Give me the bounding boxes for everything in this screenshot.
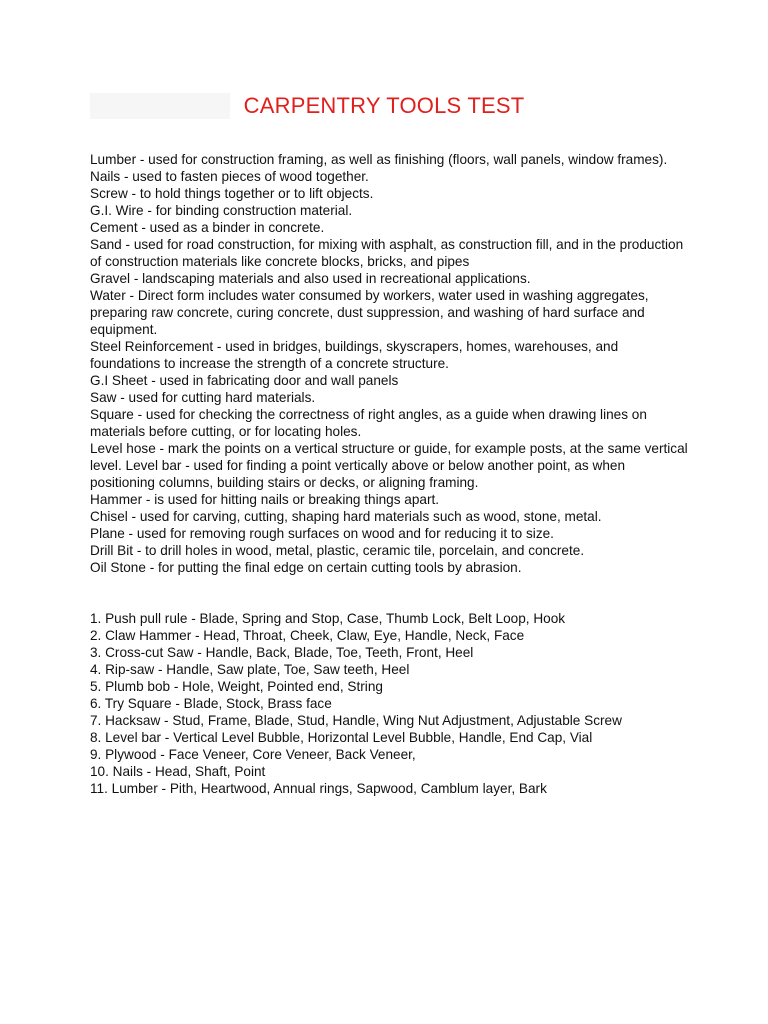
page-title: CARPENTRY TOOLS TEST [243, 93, 525, 118]
definition-item: Hammer - is used for hitting nails or breaking things apart. [90, 492, 440, 507]
parts-item: 9. Plywood - Face Veneer, Core Veneer, Back Veneer, [90, 747, 416, 762]
parts-item: 10. Nails - Head, Shaft, Point [90, 764, 266, 779]
definition-item: Saw - used for cutting hard materials. [90, 390, 316, 405]
definition-item: Oil Stone - for putting the final edge on certain cutting tools by abrasion. [90, 560, 522, 575]
definition-item: Steel Reinforcement - used in bridges, buildings, skyscrapers, homes, warehouses, and foundations to increase the strength of a concrete structure. [90, 339, 619, 371]
tool-parts-list [90, 610, 690, 797]
parts-item: 1. Push pull rule - Blade, Spring and Stop, Case, Thumb Lock, Belt Loop, Hook [90, 611, 566, 626]
parts-item: 5. Plumb bob - Hole, Weight, Pointed end, String [90, 679, 383, 694]
definition-item: Chisel - used for carving, cutting, shaping hard materials such as wood, stone, metal. [90, 509, 602, 524]
definition-item: G.I Sheet - used in fabricating door and wall panels [90, 373, 399, 388]
parts-item: 7. Hacksaw - Stud, Frame, Blade, Stud, Handle, Wing Nut Adjustment, Adjustable Screw [90, 713, 622, 728]
definitions-list [90, 151, 690, 576]
definition-item: Gravel - landscaping materials and also used in recreational applications. [90, 271, 531, 286]
definition-item: G.I. Wire - for binding construction material. [90, 203, 353, 218]
definition-item: Sand - used for road construction, for mixing with asphalt, as construction fill, and in the production of construction materials like concrete blocks, bricks, and pipes [90, 237, 684, 269]
definition-item: Cement - used as a binder in concrete. [90, 220, 325, 235]
definition-item: Square - used for checking the correctness of right angles, as a guide when drawing lines on materials before cutting, or for locating holes. [90, 407, 647, 439]
definition-item: Drill Bit - to drill holes in wood, metal, plastic, ceramic tile, porcelain, and concrete. [90, 543, 585, 558]
parts-item: 3. Cross-cut Saw - Handle, Back, Blade, Toe, Teeth, Front, Heel [90, 645, 474, 660]
definition-item: Plane - used for removing rough surfaces on wood and for reducing it to size. [90, 526, 554, 541]
parts-item: 8. Level bar - Vertical Level Bubble, Horizontal Level Bubble, Handle, End Cap, Vial [90, 730, 593, 745]
parts-item: 6. Try Square - Blade, Stock, Brass face [90, 696, 332, 711]
parts-item: 4. Rip-saw - Handle, Saw plate, Toe, Saw teeth, Heel [90, 662, 410, 677]
definition-item: Level hose - mark the points on a vertical structure or guide, for example posts, at the same vertical level. Level bar - used for finding a point vertically above or below another point, as when positioning columns, building stairs or decks, or aligning framing. [90, 441, 688, 490]
parts-item: 2. Claw Hammer - Head, Throat, Cheek, Claw, Eye, Handle, Neck, Face [90, 628, 525, 643]
definition-item: Water - Direct form includes water consumed by workers, water used in washing aggregates, preparing raw concrete, curing concrete, dust suppression, and washing of hard surface and equipment. [90, 288, 649, 337]
definition-item: Screw - to hold things together or to lift objects. [90, 186, 374, 201]
document-body [90, 151, 690, 797]
parts-item: 11. Lumber - Pith, Heartwood, Annual rings, Sapwood, Camblum layer, Bark [90, 781, 547, 796]
definition-item: Nails - used to fasten pieces of wood together. [90, 169, 369, 184]
definition-item: Lumber - used for construction framing, as well as finishing (floors, wall panels, window frames). [90, 152, 668, 167]
